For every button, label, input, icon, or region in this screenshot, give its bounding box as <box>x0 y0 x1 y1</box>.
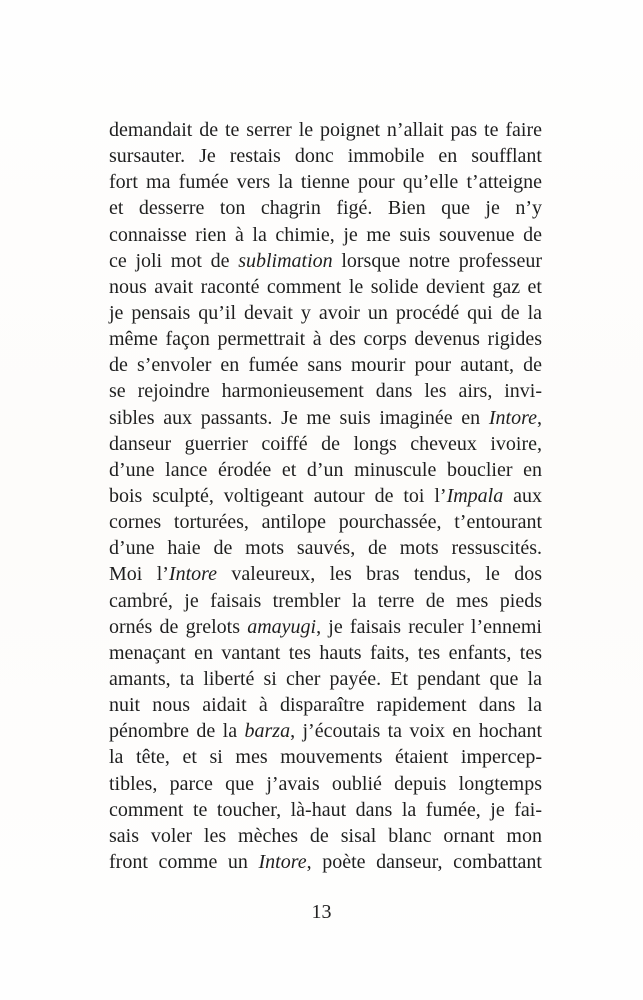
text-segment: je pensais qu’il devait y avoir un procédé qui de la <box>109 301 542 324</box>
text-line <box>109 692 542 718</box>
text-segment: et desserre ton chagrin figé. Bien que je n’y <box>109 197 542 220</box>
text-segment: , <box>537 406 542 429</box>
text-line <box>109 771 542 797</box>
text-line <box>109 849 542 875</box>
italic-term: sublimation <box>238 249 333 272</box>
text-segment: Moi l’ <box>109 563 169 586</box>
italic-term: Intore <box>168 563 218 586</box>
text-line <box>109 744 542 770</box>
text-line <box>109 588 542 614</box>
text-segment: aux <box>503 484 543 507</box>
text-line <box>109 718 542 744</box>
text-line <box>109 169 542 195</box>
text-line <box>109 248 542 274</box>
text-segment: , j’écoutais ta voix en hochant <box>290 720 543 743</box>
text-segment: front comme un <box>109 850 259 873</box>
italic-term: barza <box>244 720 291 743</box>
text-line <box>109 535 542 561</box>
text-segment: cambré, je faisais trembler la terre de mes pieds <box>109 589 542 612</box>
text-segment: , je faisais reculer l’ennemi <box>316 615 542 638</box>
text-line <box>109 117 542 143</box>
page-text-block <box>109 117 542 875</box>
text-segment: sursauter. Je restais donc immobile en soufflant <box>109 145 542 168</box>
text-segment: bois sculpté, voltigeant autour de toi l’ <box>109 484 447 507</box>
text-segment: ornés de grelots <box>109 615 248 638</box>
italic-term: Impala <box>446 484 504 507</box>
text-line <box>109 143 542 169</box>
text-segment: de s’envoler en fumée sans mourir pour autant, de <box>109 354 542 377</box>
text-segment: même façon permettrait à des corps devenus rigides <box>109 328 542 351</box>
text-segment: d’une haie de mots sauvés, de mots ressuscités. <box>109 537 542 560</box>
text-segment: valeureux, les bras tendus, le dos <box>217 563 542 586</box>
text-line <box>109 326 542 352</box>
text-line <box>109 274 542 300</box>
italic-term: amayugi <box>247 615 317 638</box>
text-segment: amants, ta liberté si cher payée. Et pendant que la <box>109 667 542 690</box>
page-number: 13 <box>311 901 332 923</box>
text-segment: pénombre de la <box>109 720 245 743</box>
italic-term: Intore <box>258 850 307 873</box>
text-line <box>109 823 542 849</box>
text-segment: tibles, parce que j’avais oublié depuis longtemps <box>109 772 542 795</box>
text-line <box>109 457 542 483</box>
text-segment: demandait de te serrer le poignet n’allait pas te faire <box>109 119 542 141</box>
text-segment: connaisse rien à la chimie, je me suis souvenue de <box>109 223 542 246</box>
text-line <box>109 222 542 248</box>
text-segment: comment te toucher, là-haut dans la fumée, je fai- <box>109 798 542 821</box>
text-segment: danseur guerrier coiffé de longs cheveux ivoire, <box>109 432 542 455</box>
text-line <box>109 561 542 587</box>
text-line <box>109 666 542 692</box>
text-line <box>109 509 542 535</box>
text-line <box>109 378 542 404</box>
text-line <box>109 483 542 509</box>
text-line <box>109 195 542 221</box>
text-line <box>109 640 542 666</box>
text-segment: d’une lance érodée et d’un minuscule bouclier en <box>109 458 542 481</box>
text-segment: lorsque notre professeur <box>332 249 542 272</box>
text-segment: , poète danseur, combattant <box>306 850 542 873</box>
text-segment: nous avait raconté comment le solide devient gaz et <box>109 275 542 298</box>
text-line <box>109 352 542 378</box>
italic-term: Intore <box>488 406 537 429</box>
text-segment: se rejoindre harmonieusement dans les airs, invi- <box>109 380 542 403</box>
text-segment: ce joli mot de <box>109 249 239 272</box>
text-segment: nuit nous aidait à disparaître rapidement dans la <box>109 694 542 717</box>
text-segment: cornes torturées, antilope pourchassée, t’entourant <box>109 511 542 534</box>
text-segment: fort ma fumée vers la tienne pour qu’elle t’atteigne <box>109 171 542 194</box>
text-segment: sibles aux passants. Je me suis imaginée en <box>109 406 489 429</box>
text-line <box>109 797 542 823</box>
text-segment: la tête, et si mes mouvements étaient impercep- <box>109 746 542 769</box>
text-line <box>109 614 542 640</box>
text-line <box>109 405 542 431</box>
text-segment: menaçant en vantant tes hauts faits, tes enfants, tes <box>109 641 542 664</box>
text-segment: sais voler les mèches de sisal blanc ornant mon <box>109 824 542 847</box>
text-line <box>109 300 542 326</box>
text-line <box>109 431 542 457</box>
